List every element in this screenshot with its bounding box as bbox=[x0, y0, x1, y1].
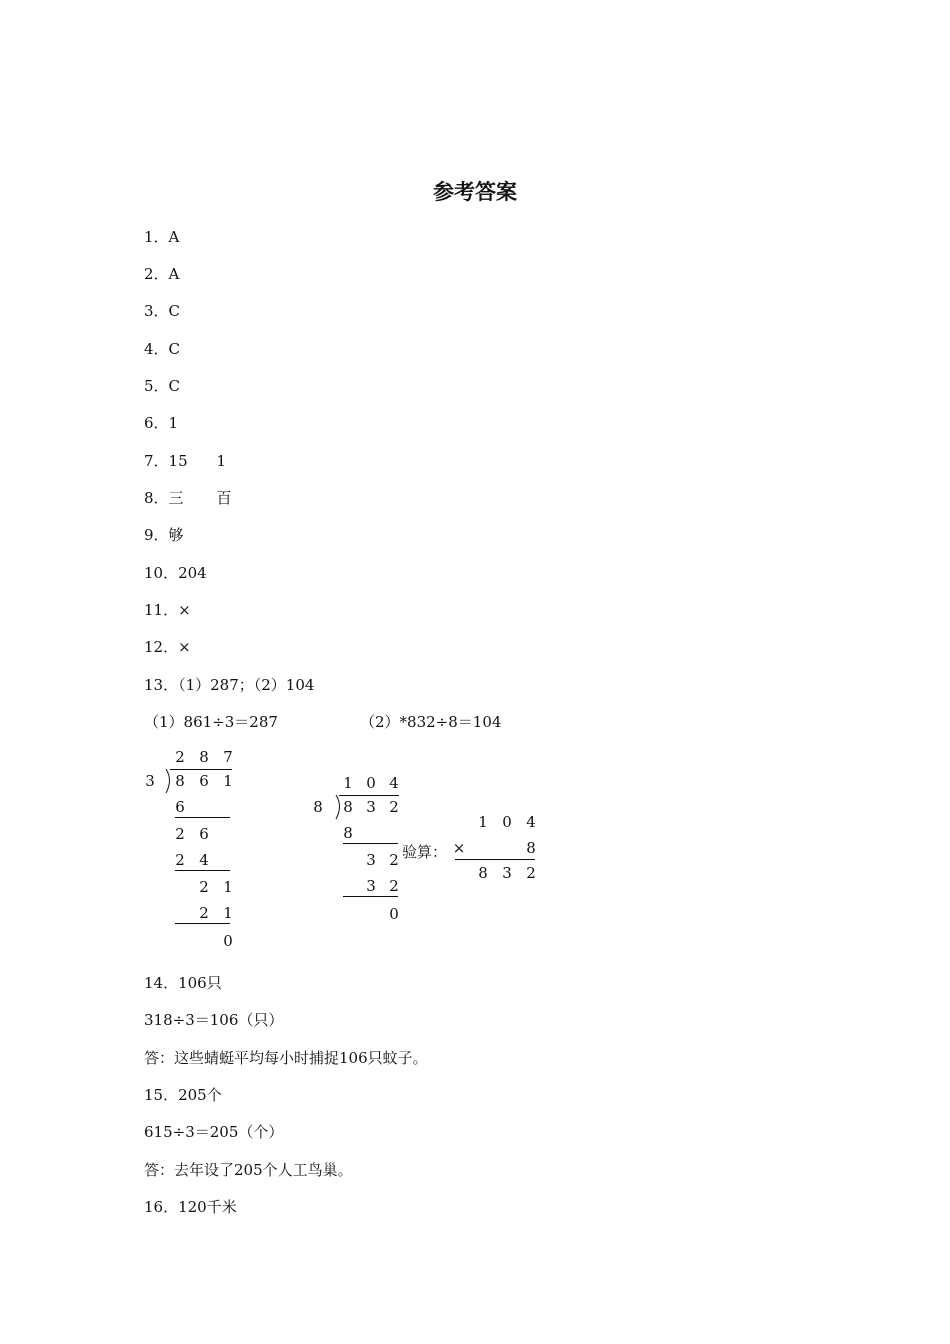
answer-16: 16．120千米 bbox=[144, 1198, 237, 1216]
answer-1: 1．A bbox=[144, 228, 180, 246]
div1-step-digit: 2 bbox=[199, 904, 209, 922]
div1-dividend-digit: 8 bbox=[175, 772, 185, 790]
answer-11: 11．× bbox=[144, 601, 191, 619]
div1-remainder: 0 bbox=[223, 932, 233, 950]
div2-step-digit: 2 bbox=[389, 851, 399, 869]
answer-12: 12．× bbox=[144, 638, 191, 656]
div2-quotient-digit: 4 bbox=[389, 774, 399, 792]
div2-rule bbox=[343, 843, 398, 844]
div2-quotient-digit: 0 bbox=[366, 774, 376, 792]
answer-3: 3．C bbox=[144, 302, 181, 320]
answer-5: 5．C bbox=[144, 377, 181, 395]
q14-reply: 答：这些蜻蜓平均每小时捕捉106只蚊子。 bbox=[144, 1049, 428, 1067]
answer-7: 7．15 1 bbox=[144, 452, 227, 470]
answer-10: 10．204 bbox=[144, 564, 207, 582]
verify-rule bbox=[455, 859, 535, 860]
div1-top-rule bbox=[170, 769, 232, 770]
div2-dividend-digit: 8 bbox=[343, 798, 353, 816]
answer-15: 15．205个 bbox=[144, 1086, 222, 1104]
answer-13: 13．（1）287；（2）104 bbox=[144, 676, 315, 694]
div2-step-digit: 8 bbox=[343, 824, 353, 842]
multiply-icon: × bbox=[452, 839, 466, 857]
div1-step-digit: 2 bbox=[199, 878, 209, 896]
verify-top-digit: 1 bbox=[478, 813, 488, 831]
div1-step-digit: 1 bbox=[223, 904, 233, 922]
verify-top-digit: 4 bbox=[526, 813, 536, 831]
q14-calculation: 318÷3＝106（只） bbox=[144, 1011, 284, 1029]
div2-remainder: 0 bbox=[389, 905, 399, 923]
q15-calculation: 615÷3＝205（个） bbox=[144, 1123, 284, 1141]
verify-label: 验算： bbox=[402, 843, 448, 861]
div1-rule bbox=[175, 817, 230, 818]
div2-divisor: 8 bbox=[313, 798, 323, 816]
answer-14: 14．106只 bbox=[144, 974, 222, 992]
answer-8: 8．三 百 bbox=[144, 489, 232, 507]
div1-step-digit: 2 bbox=[175, 851, 185, 869]
verify-result-digit: 3 bbox=[502, 864, 512, 882]
answer-6: 6．1 bbox=[144, 414, 179, 432]
q13-equation-2: （2）*832÷8＝104 bbox=[360, 713, 502, 731]
answer-2: 2．A bbox=[144, 265, 180, 283]
answer-4: 4．C bbox=[144, 340, 181, 358]
verify-result-digit: 8 bbox=[478, 864, 488, 882]
div1-rule bbox=[175, 923, 230, 924]
verify-top-digit: 0 bbox=[502, 813, 512, 831]
div2-top-rule bbox=[339, 795, 399, 796]
div2-step-digit: 2 bbox=[389, 877, 399, 895]
page-title: 参考答案 bbox=[433, 180, 517, 204]
div2-step-digit: 3 bbox=[366, 877, 376, 895]
div1-step-digit: 4 bbox=[199, 851, 209, 869]
div2-rule bbox=[343, 896, 398, 897]
verify-multiplier: 8 bbox=[526, 839, 536, 857]
div1-quotient-digit: 8 bbox=[199, 748, 209, 766]
q15-reply: 答：去年设了205个人工鸟巢。 bbox=[144, 1161, 353, 1179]
div1-dividend-digit: 1 bbox=[223, 772, 233, 790]
div2-quotient-digit: 1 bbox=[343, 774, 353, 792]
div1-step-digit: 6 bbox=[199, 825, 209, 843]
verify-result-digit: 2 bbox=[526, 864, 536, 882]
div1-divisor: 3 bbox=[145, 772, 155, 790]
div1-quotient-digit: 7 bbox=[223, 748, 233, 766]
div1-step-digit: 1 bbox=[223, 878, 233, 896]
div1-dividend-digit: 6 bbox=[199, 772, 209, 790]
q13-equation-1: （1）861÷3＝287 bbox=[144, 713, 278, 731]
div1-step-digit: 2 bbox=[175, 825, 185, 843]
div1-rule bbox=[175, 870, 230, 871]
div1-quotient-digit: 2 bbox=[175, 748, 185, 766]
div2-step-digit: 3 bbox=[366, 851, 376, 869]
div2-dividend-digit: 2 bbox=[389, 798, 399, 816]
div2-dividend-digit: 3 bbox=[366, 798, 376, 816]
div1-step-digit: 6 bbox=[175, 798, 185, 816]
answer-9: 9．够 bbox=[144, 526, 184, 544]
